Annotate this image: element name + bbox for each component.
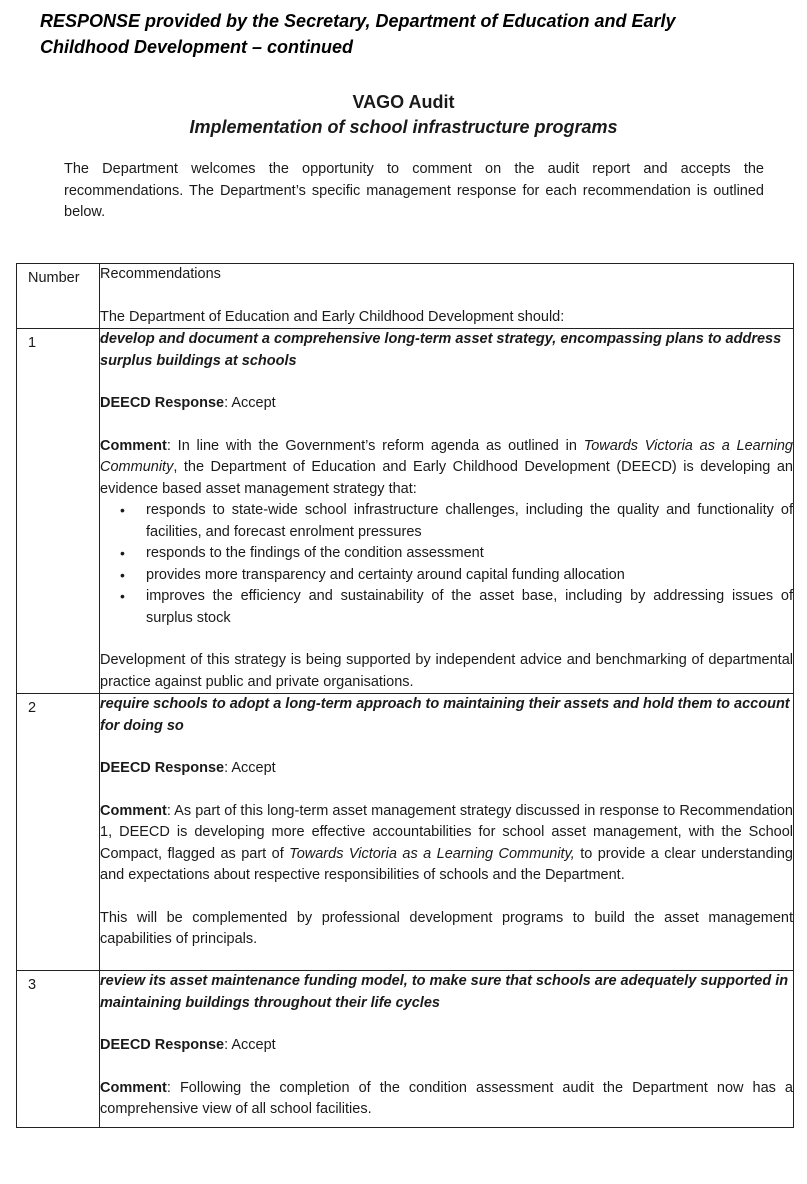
- title-sub: Implementation of school infrastructure programs: [189, 117, 618, 137]
- intro-paragraph: The Department welcomes the opportunity to comment on the audit report and accepts the recommendations. The Department’s specific management response for each recommendation is outlined below.: [64, 161, 764, 220]
- document-title: [0, 90, 807, 140]
- header-number-cell: [17, 264, 100, 329]
- deecd-response: [100, 1035, 793, 1057]
- row-number-cell: [17, 971, 100, 1128]
- table-header-row: [17, 264, 794, 329]
- list-item: • provides more transparency and certainty around capital funding allocation: [146, 565, 793, 587]
- list-item: • improves the efficiency and sustainability of the asset base, including by addressing issues of surplus stock: [146, 586, 793, 629]
- table-row: [17, 694, 794, 971]
- comment-italic-title: Towards Victoria as a Learning Community,: [289, 845, 575, 862]
- response-value: : Accept: [224, 395, 276, 411]
- comment-text-continued: , the Department of Education and Early Childhood Development (DEECD) is developing an evidence based asset management strategy that:: [100, 459, 793, 497]
- row-number-cell: [17, 329, 100, 694]
- response-label: DEECD Response: [100, 395, 225, 411]
- row-number: 3: [28, 977, 37, 993]
- comment-text: : As part of this long-term asset management strategy discussed in response to Recommendation 1, DEECD is developing more effective accountabilities for school asset management, with the School Compact, flagged as part of: [100, 802, 793, 862]
- row-content-cell: [100, 329, 794, 694]
- comment-italic-title: Towards Victoria as a Learning Community: [100, 437, 793, 475]
- recommendation-text: develop and document a comprehensive long-term asset strategy, encompassing plans to address surplus buildings at schools: [100, 331, 782, 369]
- bullet-list: [100, 500, 793, 629]
- table-row: [17, 329, 794, 694]
- deecd-response: [100, 758, 793, 780]
- list-item: • responds to state-wide school infrastructure challenges, including the quality and functionality of facilities, and forecast enrolment pressures: [146, 500, 793, 543]
- row-content-cell: [100, 971, 794, 1128]
- comment-text-continued: to provide a clear understanding and expectations about respective responsibilities of schools and the Department.: [100, 845, 793, 883]
- recommendations-table: [16, 263, 794, 1128]
- table-row: [17, 971, 794, 1128]
- page-header: [40, 8, 780, 60]
- row-number: 2: [28, 700, 37, 716]
- response-label: DEECD Response: [100, 760, 225, 776]
- comment-text: : Following the completion of the condition assessment audit the Department now has a comprehensive view of all school facilities.: [100, 1079, 793, 1117]
- title-main: VAGO Audit: [352, 92, 455, 112]
- comment-text: : In line with the Government’s reform agenda as outlined in: [166, 437, 584, 454]
- row-number-cell: [17, 694, 100, 971]
- comment-paragraph: [100, 1078, 793, 1121]
- response-label: DEECD Response: [100, 1037, 225, 1053]
- comment-label: Comment: [100, 437, 167, 454]
- deecd-response: [100, 393, 793, 415]
- comment-label: Comment: [100, 1079, 167, 1096]
- table-preamble: The Department of Education and Early Childhood Development should:: [100, 308, 565, 325]
- closing-paragraph: Development of this strategy is being supported by independent advice and benchmarking of departmental practice against public and private organisations.: [100, 652, 793, 690]
- list-item: • responds to the findings of the condition assessment: [146, 543, 793, 565]
- response-value: : Accept: [224, 760, 276, 776]
- closing-paragraph: This will be complemented by professional development programs to build the asset management capabilities of principals.: [100, 909, 793, 947]
- page-header-line-2: Childhood Development – continued: [40, 37, 354, 57]
- header-recommendations-cell: [100, 264, 794, 329]
- page-header-line-1: RESPONSE provided by the Secretary, Department of Education and Early: [40, 11, 676, 31]
- row-number: 1: [28, 335, 37, 351]
- recommendation-text: require schools to adopt a long-term approach to maintaining their assets and hold them to account for doing so: [100, 696, 790, 734]
- comment-paragraph: [100, 436, 793, 501]
- recommendation-text: review its asset maintenance funding model, to make sure that schools are adequately supported in maintaining buildings throughout their life cycles: [100, 973, 789, 1011]
- column-recommendations-label: Recommendations: [100, 266, 221, 282]
- comment-paragraph: [100, 801, 793, 887]
- row-content-cell: [100, 694, 794, 971]
- column-number-label: Number: [28, 270, 80, 286]
- comment-label: Comment: [100, 802, 167, 819]
- response-value: : Accept: [224, 1037, 276, 1053]
